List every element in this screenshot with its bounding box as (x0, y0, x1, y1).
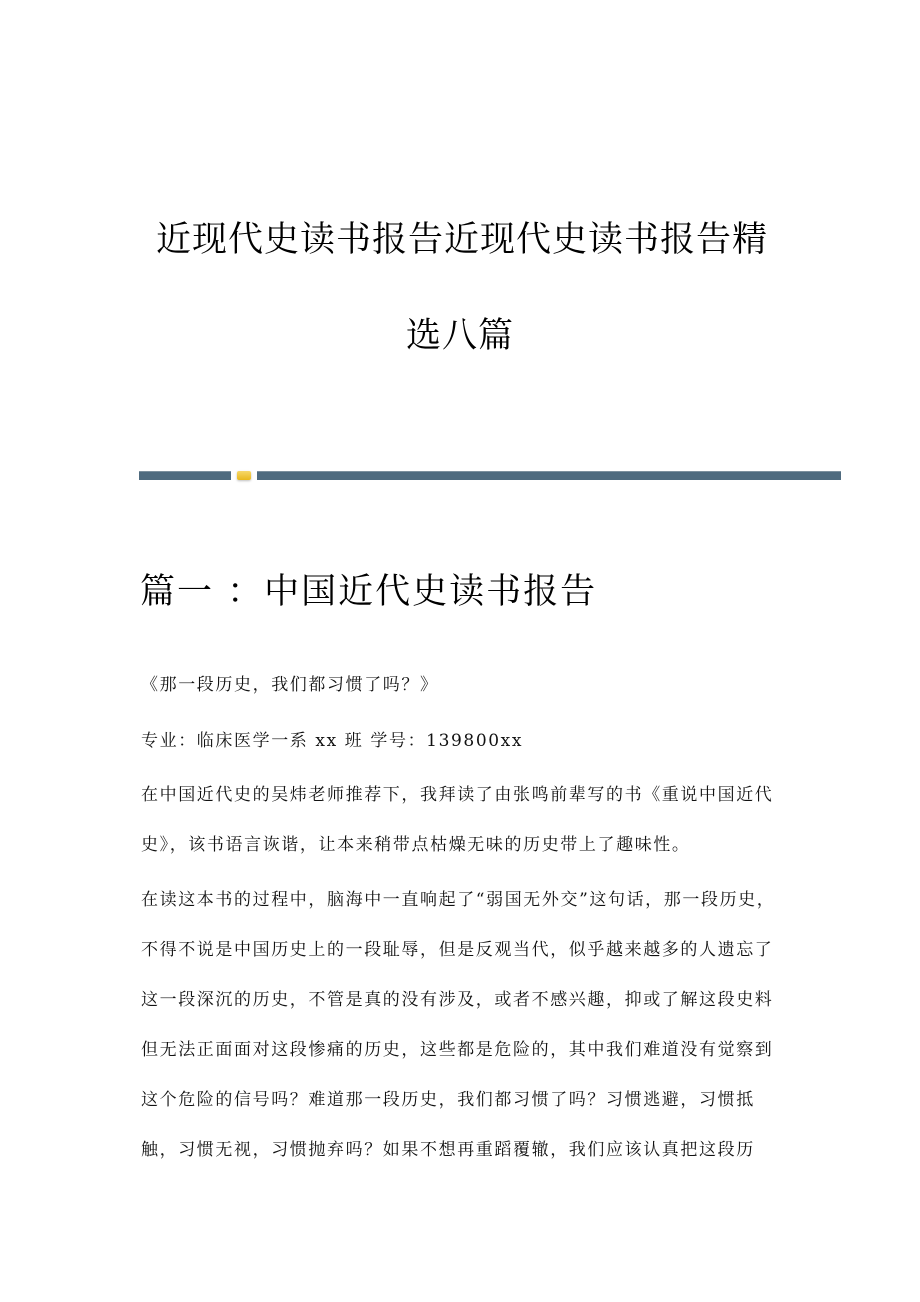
book-title: 《那一段历史，我们都习惯了吗？》 (141, 675, 439, 695)
divider-bar-left (139, 471, 231, 480)
document-title-line-1: 近现代史读书报告近现代史读书报告精 (155, 220, 768, 260)
document-title-line-2: 选八篇 (405, 316, 514, 356)
section-divider (139, 471, 841, 481)
student-meta: 专业：临床医学一系 xx 班 学号：139800xx (141, 731, 524, 751)
paragraph: 在中国近代史的吴炜老师推荐下，我拜读了由张鸣前辈写的书《重说中国近代史》，该书语言诙谐，让本来稍带点枯燥无味的历史带上了趣味性。 (141, 785, 774, 855)
divider-bar-right (257, 471, 841, 480)
paragraph: 在读这本书的过程中，脑海中一直响起了“弱国无外交”这句话，那一段历史，不得不说是中国历史上的一段耻辱，但是反观当代，似乎越来越多的人遗忘了这一段深沉的历史，不管是真的没有涉及，或者不感兴趣，抑或了解这段史料但无法正面面对这段惨痛的历史，这些都是危险的，其中我们难道没有觉察到这个危险的信号吗？难道那一段历史，我们都习惯了吗？习惯逃避，习惯抵触，习惯无视，习惯抛弃吗？如果不想再重蹈覆辙，我们应该认真把这段历 (141, 890, 776, 1160)
divider-ornament-icon (237, 471, 251, 480)
section-heading: 篇一 ：中国近代史读书报告 (140, 572, 598, 612)
